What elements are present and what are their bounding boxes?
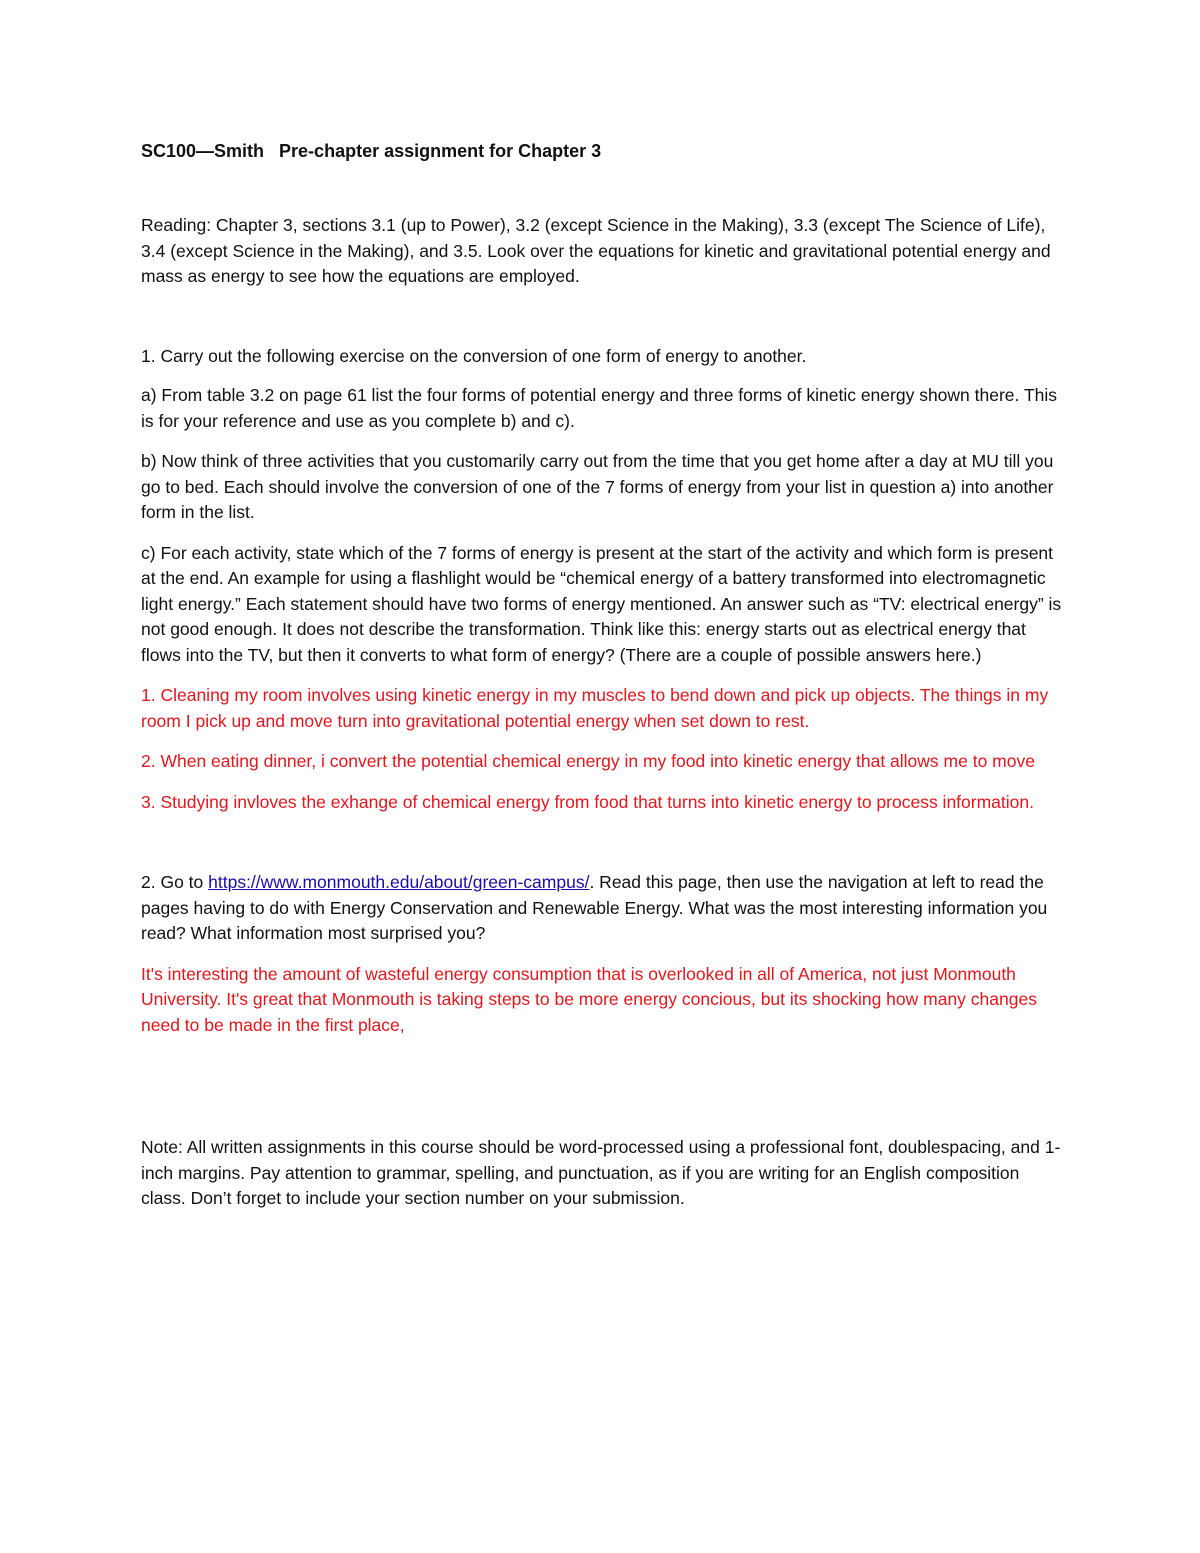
question-2-prefix: 2. Go to	[141, 872, 209, 892]
answer-2: 2. When eating dinner, i convert the potential chemical energy in my food into kinetic energy that allows me to move	[141, 751, 1035, 771]
question-2-suffix: . Read this page, then use the navigation at left to read the pages having to do with Energy Conservation and Renewable Energy. What was the most interesting information you read? What information most surprised you?	[141, 872, 1048, 943]
question-2	[141, 870, 1066, 947]
note-paragraph	[141, 1135, 1066, 1212]
answer-1: 1. Cleaning my room involves using kinetic energy in my muscles to bend down and pick up objects. The things in my room I pick up and move turn into gravitational potential energy when set down to rest.	[141, 685, 1049, 731]
note-text: All written assignments in this course should be word-processed using a professional font, doublespacing, and 1-inch margins. Pay attention to grammar, spelling, and punctuation, as if you are writing for an English composition class. Don’t forget to include your section number on your submission.	[141, 1137, 1061, 1208]
document-page	[141, 138, 1066, 1212]
answer-3: 3. Studying invloves the exhange of chemical energy from food that turns into kinetic energy to process information.	[141, 791, 1034, 812]
answer-question-2: It's interesting the amount of wasteful energy consumption that is overlooked in all of America, not just Monmouth University. It's great that Monmouth is taking steps to be more energy concious, but its shocking how many changes need to be made in the first place,	[141, 963, 1037, 1035]
note-label: Note:	[141, 1137, 183, 1157]
question-1a: a) From table 3.2 on page 61 list the four forms of potential energy and three forms of kinetic energy shown there. This is for your reference and use as you complete b) and c).	[141, 385, 1057, 431]
document-title: SC100—Smith Pre-chapter assignment for Chapter 3	[141, 141, 602, 161]
question-1c: c) For each activity, state which of the 7 forms of energy is present at the start of the activity and which form is present at the end. An example for using a flashlight would be “chemical energy of a battery transformed into electromagnetic light energy.” Each statement should have two forms of energy mentioned. An answer such as “TV: electrical energy” is not good enough. It does not describe the transformation. Think like this: energy starts out as electrical energy that flows into the TV, but then it converts to what form of energy? (There are a couple of possible answers here.)	[141, 542, 1062, 665]
reading-paragraph: Reading: Chapter 3, sections 3.1 (up to Power), 3.2 (except Science in the Making), 3.3 (except The Science of Life), 3.4 (except Science in the Making), and 3.5. Look over the equations for kinetic and gravitational potential energy and mass as energy to see how the equations are employed.	[141, 215, 1051, 286]
green-campus-link[interactable]: https://www.monmouth.edu/about/green-campus/	[208, 872, 590, 892]
question-1-intro: 1. Carry out the following exercise on the conversion of one form of energy to another.	[141, 345, 807, 366]
question-1b: b) Now think of three activities that you customarily carry out from the time that you get home after a day at MU till you go to bed. Each should involve the conversion of one of the 7 forms of energy from your list in question a) into another form in the list.	[141, 451, 1054, 522]
